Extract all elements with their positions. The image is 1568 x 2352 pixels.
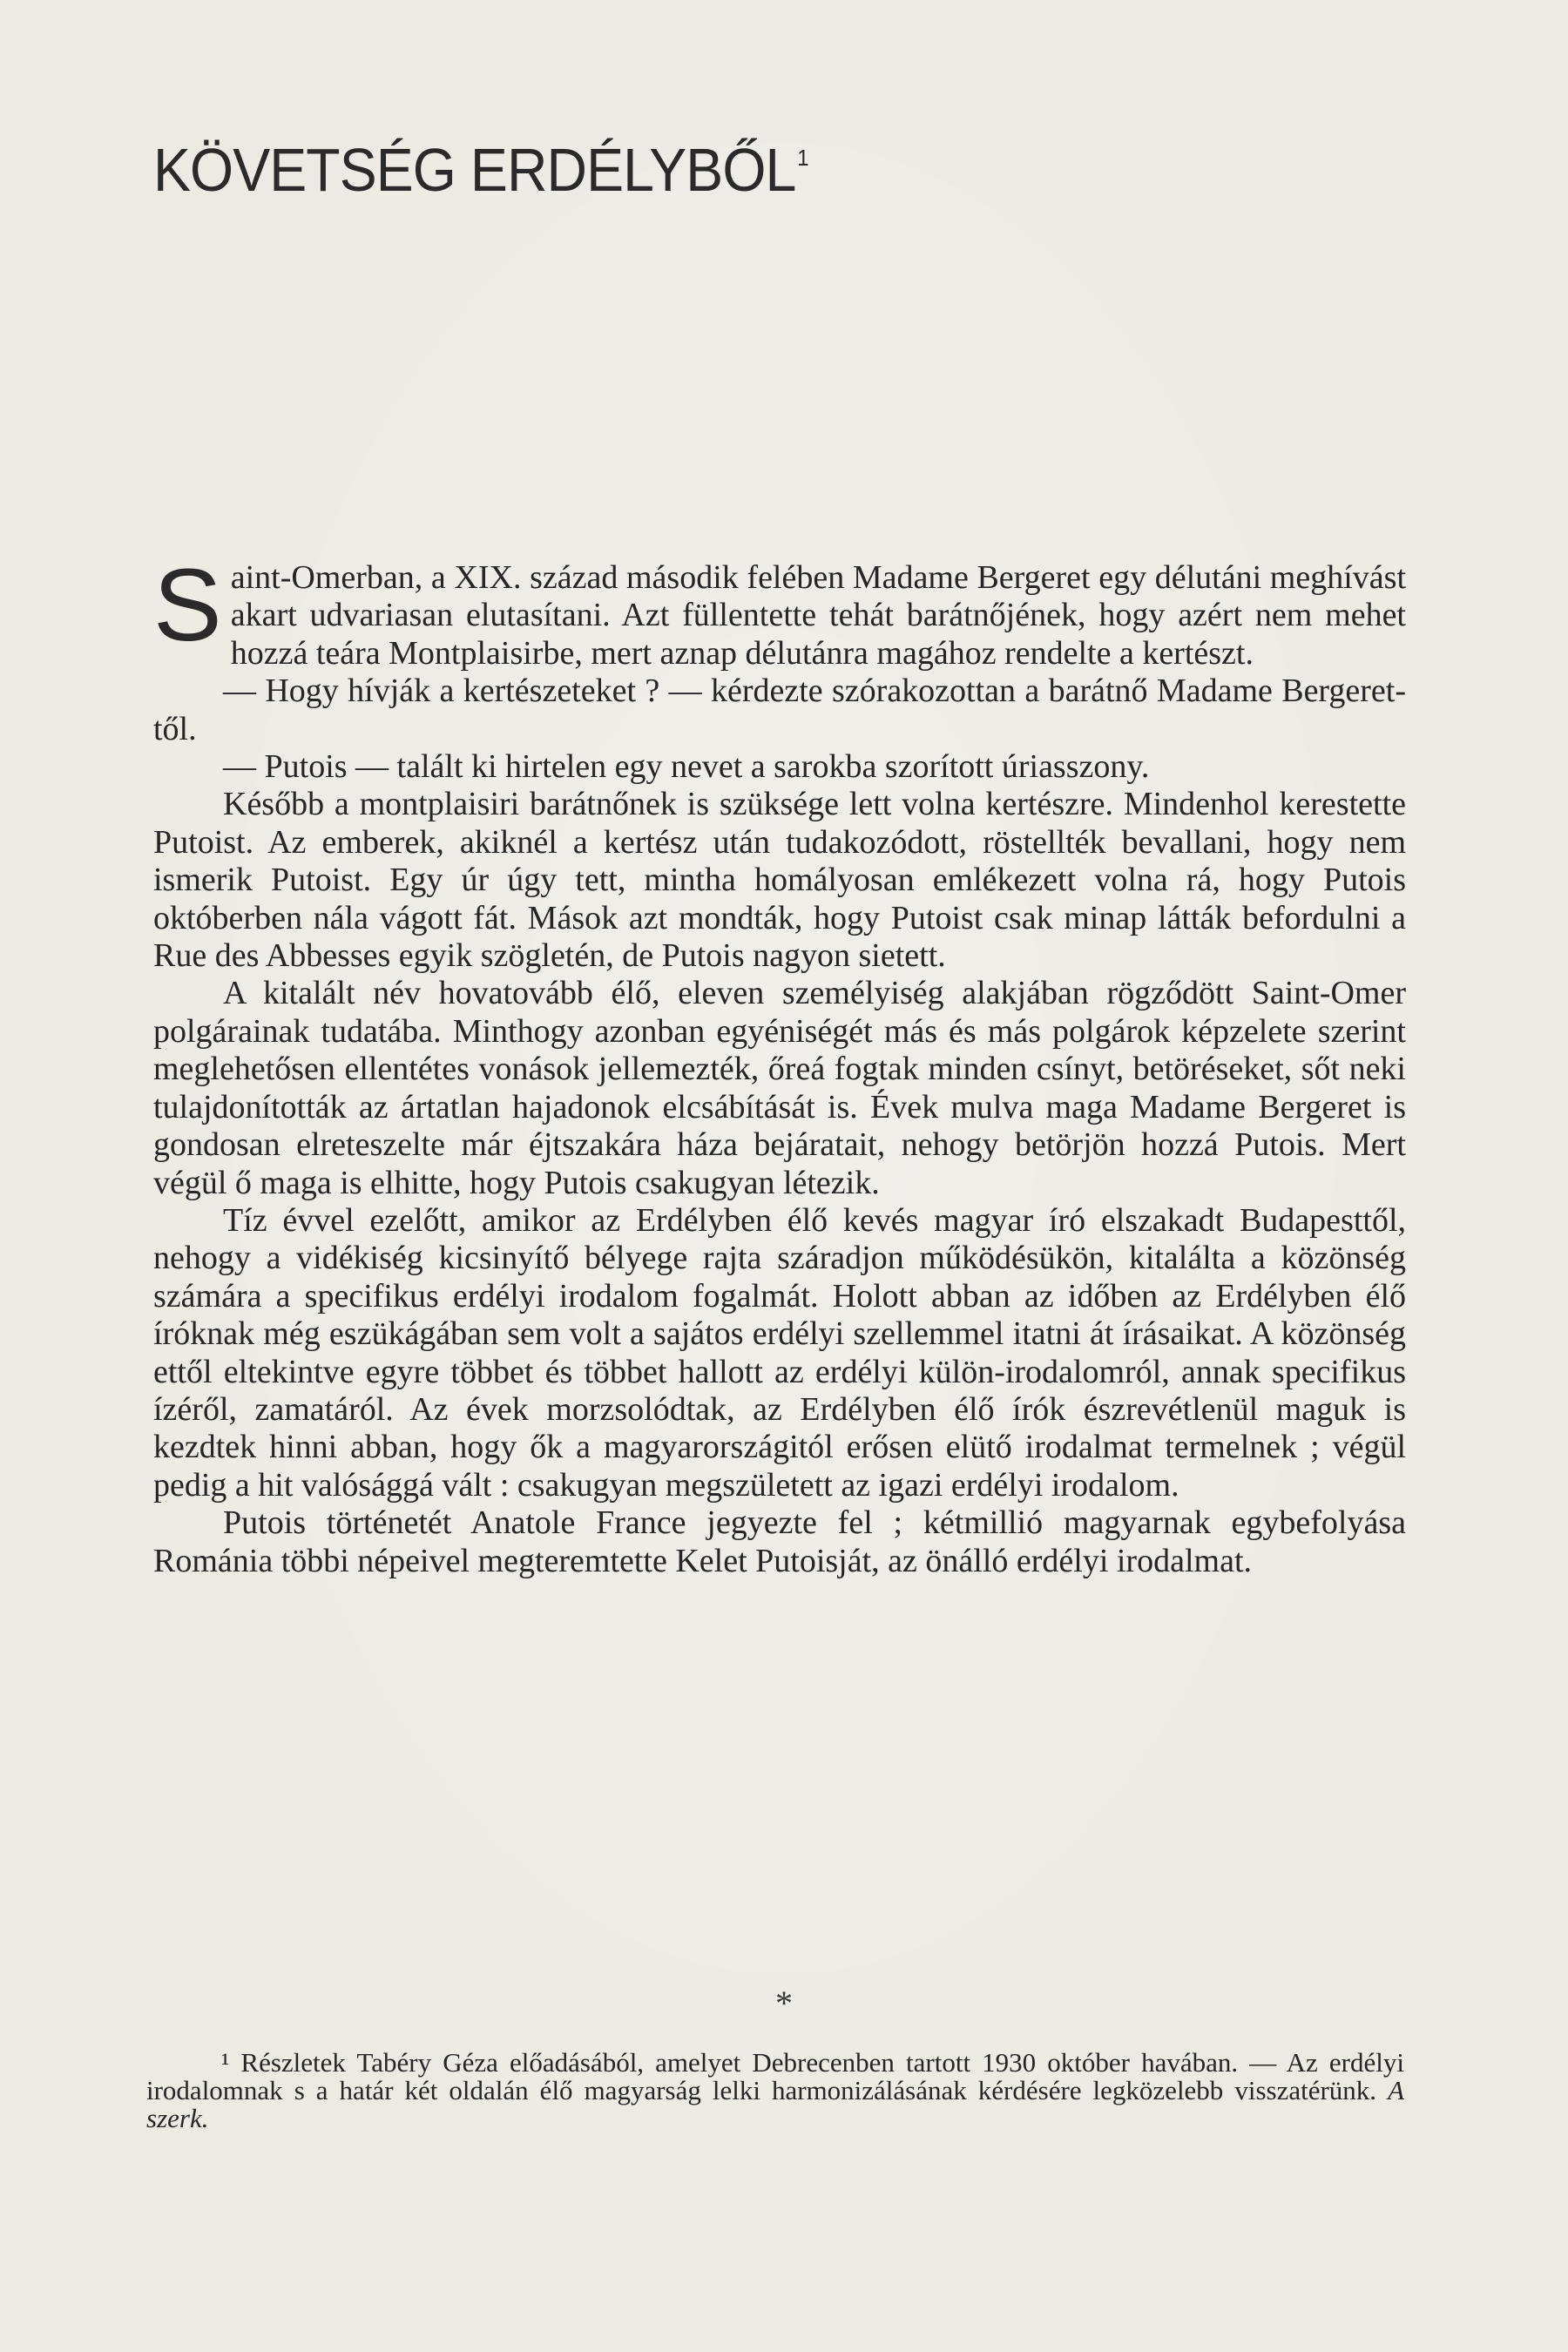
section-separator: *: [775, 1984, 793, 2023]
footnote: [146, 2049, 1404, 2132]
paragraph-1-text: aint-Omerban, a XIX. század második felében Madame Bergeret egy délutáni meghívást akart udvariasan elutasítani. Azt füllentette tehát barátnőjének, hogy azért nem mehet hozzá teára Montplaisirbe, mert aznap délutánra magához rendelte a kertészt.: [230, 559, 1406, 672]
article-body: [153, 548, 1406, 1580]
paragraph-7: Putois történetét Anatole France jegyezte fel ; kétmillió magyarnak egybefolyása Románia többi népeivel megteremtette Kelet Putoisját, az önálló erdélyi irodalmat.: [153, 1504, 1406, 1579]
paragraph-2: — Hogy hívják a kertészeteket ? — kérdezte szórakozottan a barátnő Madame Bergeret-től.: [153, 672, 1406, 747]
editor-signature: A szerk.: [146, 2075, 1405, 2133]
title-footnote-mark: 1: [797, 145, 808, 171]
title-text: KÖVETSÉG ERDÉLYBŐL: [153, 136, 796, 204]
paragraph-1: [153, 548, 1406, 672]
page-title: [153, 136, 808, 204]
footnote-text: ¹ Részletek Tabéry Géza előadásából, amelyet Debrecenben tartott 1930 október havában. — Az erdélyi irodalomnak s a határ két oldalán élő magyarság lelki harmonizálásának kérdésére legközelebb visszatérünk.: [146, 2047, 1404, 2105]
paragraph-3: — Putois — talált ki hirtelen egy nevet a sarokba szorított úriasszony.: [223, 748, 1150, 786]
paragraph-6: Tíz évvel ezelőtt, amikor az Erdélyben élő kevés magyar író elszakadt Budapesttől, nehogy a vidékiség kicsinyítő bélyege rajta száradjon működésükön, kitalálta a közönség számára a specifikus erdélyi irodalom fogalmát. Holott abban az időben az Erdélyben élő íróknak még eszükágában sem volt a sajátos erdélyi szellemmel itatni át írásaikat. A közönség ettől eltekintve egyre többet és többet hallott az erdélyi külön-irodalomról, annak specifikus ízéről, zamatáról. Az évek morzsolódtak, az Erdélyben élő írók észrevétlenül maguk is kezdtek hinni abban, hogy ők a magyarországitól erősen elütő irodalmat termelnek ; végül pedig a hit valósággá vált : csakugyan megszületett az igazi erdélyi irodalom.: [153, 1201, 1406, 1504]
paragraph-4: Később a montplaisiri barátnőnek is szüksége lett volna kertészre. Mindenhol kerestette Putoist. Az emberek, akiknél a kertész után tudakozódott, röstellték bevallani, hogy nem ismerik Putoist. Egy úr úgy tett, mintha homályosan emlékezett volna rá, hogy Putois októberben nála vágott fát. Mások azt mondták, hogy Putoist csak minap látták befordulni a Rue des Abbesses egyik szögletén, de Putois nagyon sietett.: [153, 786, 1406, 975]
drop-cap: S: [153, 548, 222, 663]
paragraph-5: A kitalált név hovatovább élő, eleven személyiség alakjában rögződött Saint-Omer polgárainak tudatába. Minthogy azonban egyéniségét más és más polgárok képzelete szerint meglehetősen ellentétes vonások jellemezték, őreá fogtak minden csínyt, betöréseket, sőt neki tulajdonították az ártatlan hajadonok elcsábítását is. Évek mulva maga Madame Bergeret is gondosan elreteszelte már éjtszakára háza bejáratait, nehogy betörjön hozzá Putois. Mert végül ő maga is elhitte, hogy Putois csakugyan létezik.: [153, 975, 1406, 1201]
footnote-paragraph: [146, 2049, 1404, 2132]
